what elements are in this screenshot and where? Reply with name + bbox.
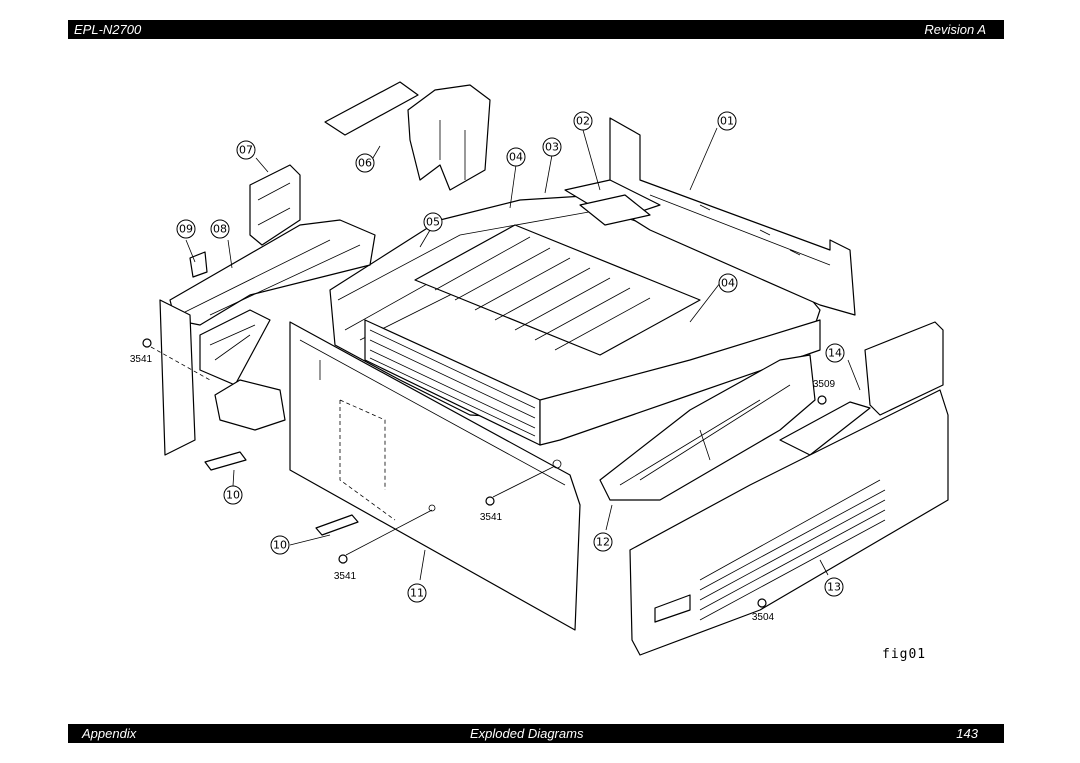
svg-text:03: 03 <box>545 140 559 154</box>
callout-04b <box>719 274 737 292</box>
screw-icon-1 <box>143 339 151 347</box>
svg-text:05: 05 <box>426 215 440 229</box>
svg-text:14: 14 <box>828 346 842 360</box>
callout-04a <box>507 148 525 166</box>
svg-text:06: 06 <box>358 156 372 170</box>
screw-label-1: 3541 <box>129 354 153 365</box>
svg-text:02: 02 <box>576 114 590 128</box>
screw-label-5: 3504 <box>751 612 775 623</box>
chapter-name: Exploded Diagrams <box>470 726 584 741</box>
svg-text:12: 12 <box>596 535 610 549</box>
callout-07 <box>237 141 255 159</box>
callout-08 <box>211 220 229 238</box>
screw-label-2: 3541 <box>479 512 503 523</box>
callout-05 <box>424 213 442 231</box>
svg-text:13: 13 <box>827 580 841 594</box>
svg-text:10: 10 <box>273 538 287 552</box>
callout-02 <box>574 112 592 130</box>
callout-13 <box>825 578 843 596</box>
svg-text:01: 01 <box>720 114 734 128</box>
screw-icon-5 <box>758 599 766 607</box>
svg-text:09: 09 <box>179 222 193 236</box>
callout-03 <box>543 138 561 156</box>
svg-text:04: 04 <box>509 150 523 164</box>
svg-text:10: 10 <box>226 488 240 502</box>
model-name: EPL-N2700 <box>74 22 142 37</box>
callout-09 <box>177 220 195 238</box>
callout-10a <box>224 486 242 504</box>
screw-icon-4 <box>818 396 826 404</box>
screw-icon-3 <box>339 555 347 563</box>
screw-icon-2 <box>486 497 494 505</box>
callout-12 <box>594 533 612 551</box>
svg-text:11: 11 <box>410 586 424 600</box>
callout-01 <box>718 112 736 130</box>
footer-bar <box>68 724 1004 743</box>
screw-label-3: 3541 <box>333 571 357 582</box>
callout-10b <box>271 536 289 554</box>
svg-text:08: 08 <box>213 222 227 236</box>
svg-text:04: 04 <box>721 276 735 290</box>
callout-14 <box>826 344 844 362</box>
page-number: 143 <box>956 726 978 741</box>
revision-label: Revision A <box>924 22 986 37</box>
figure-label: fig01 <box>882 647 927 662</box>
section-name: Appendix <box>82 726 137 741</box>
svg-text:07: 07 <box>239 143 253 157</box>
callout-06 <box>356 154 374 172</box>
screw-label-4: 3509 <box>812 379 836 390</box>
callout-11 <box>408 584 426 602</box>
